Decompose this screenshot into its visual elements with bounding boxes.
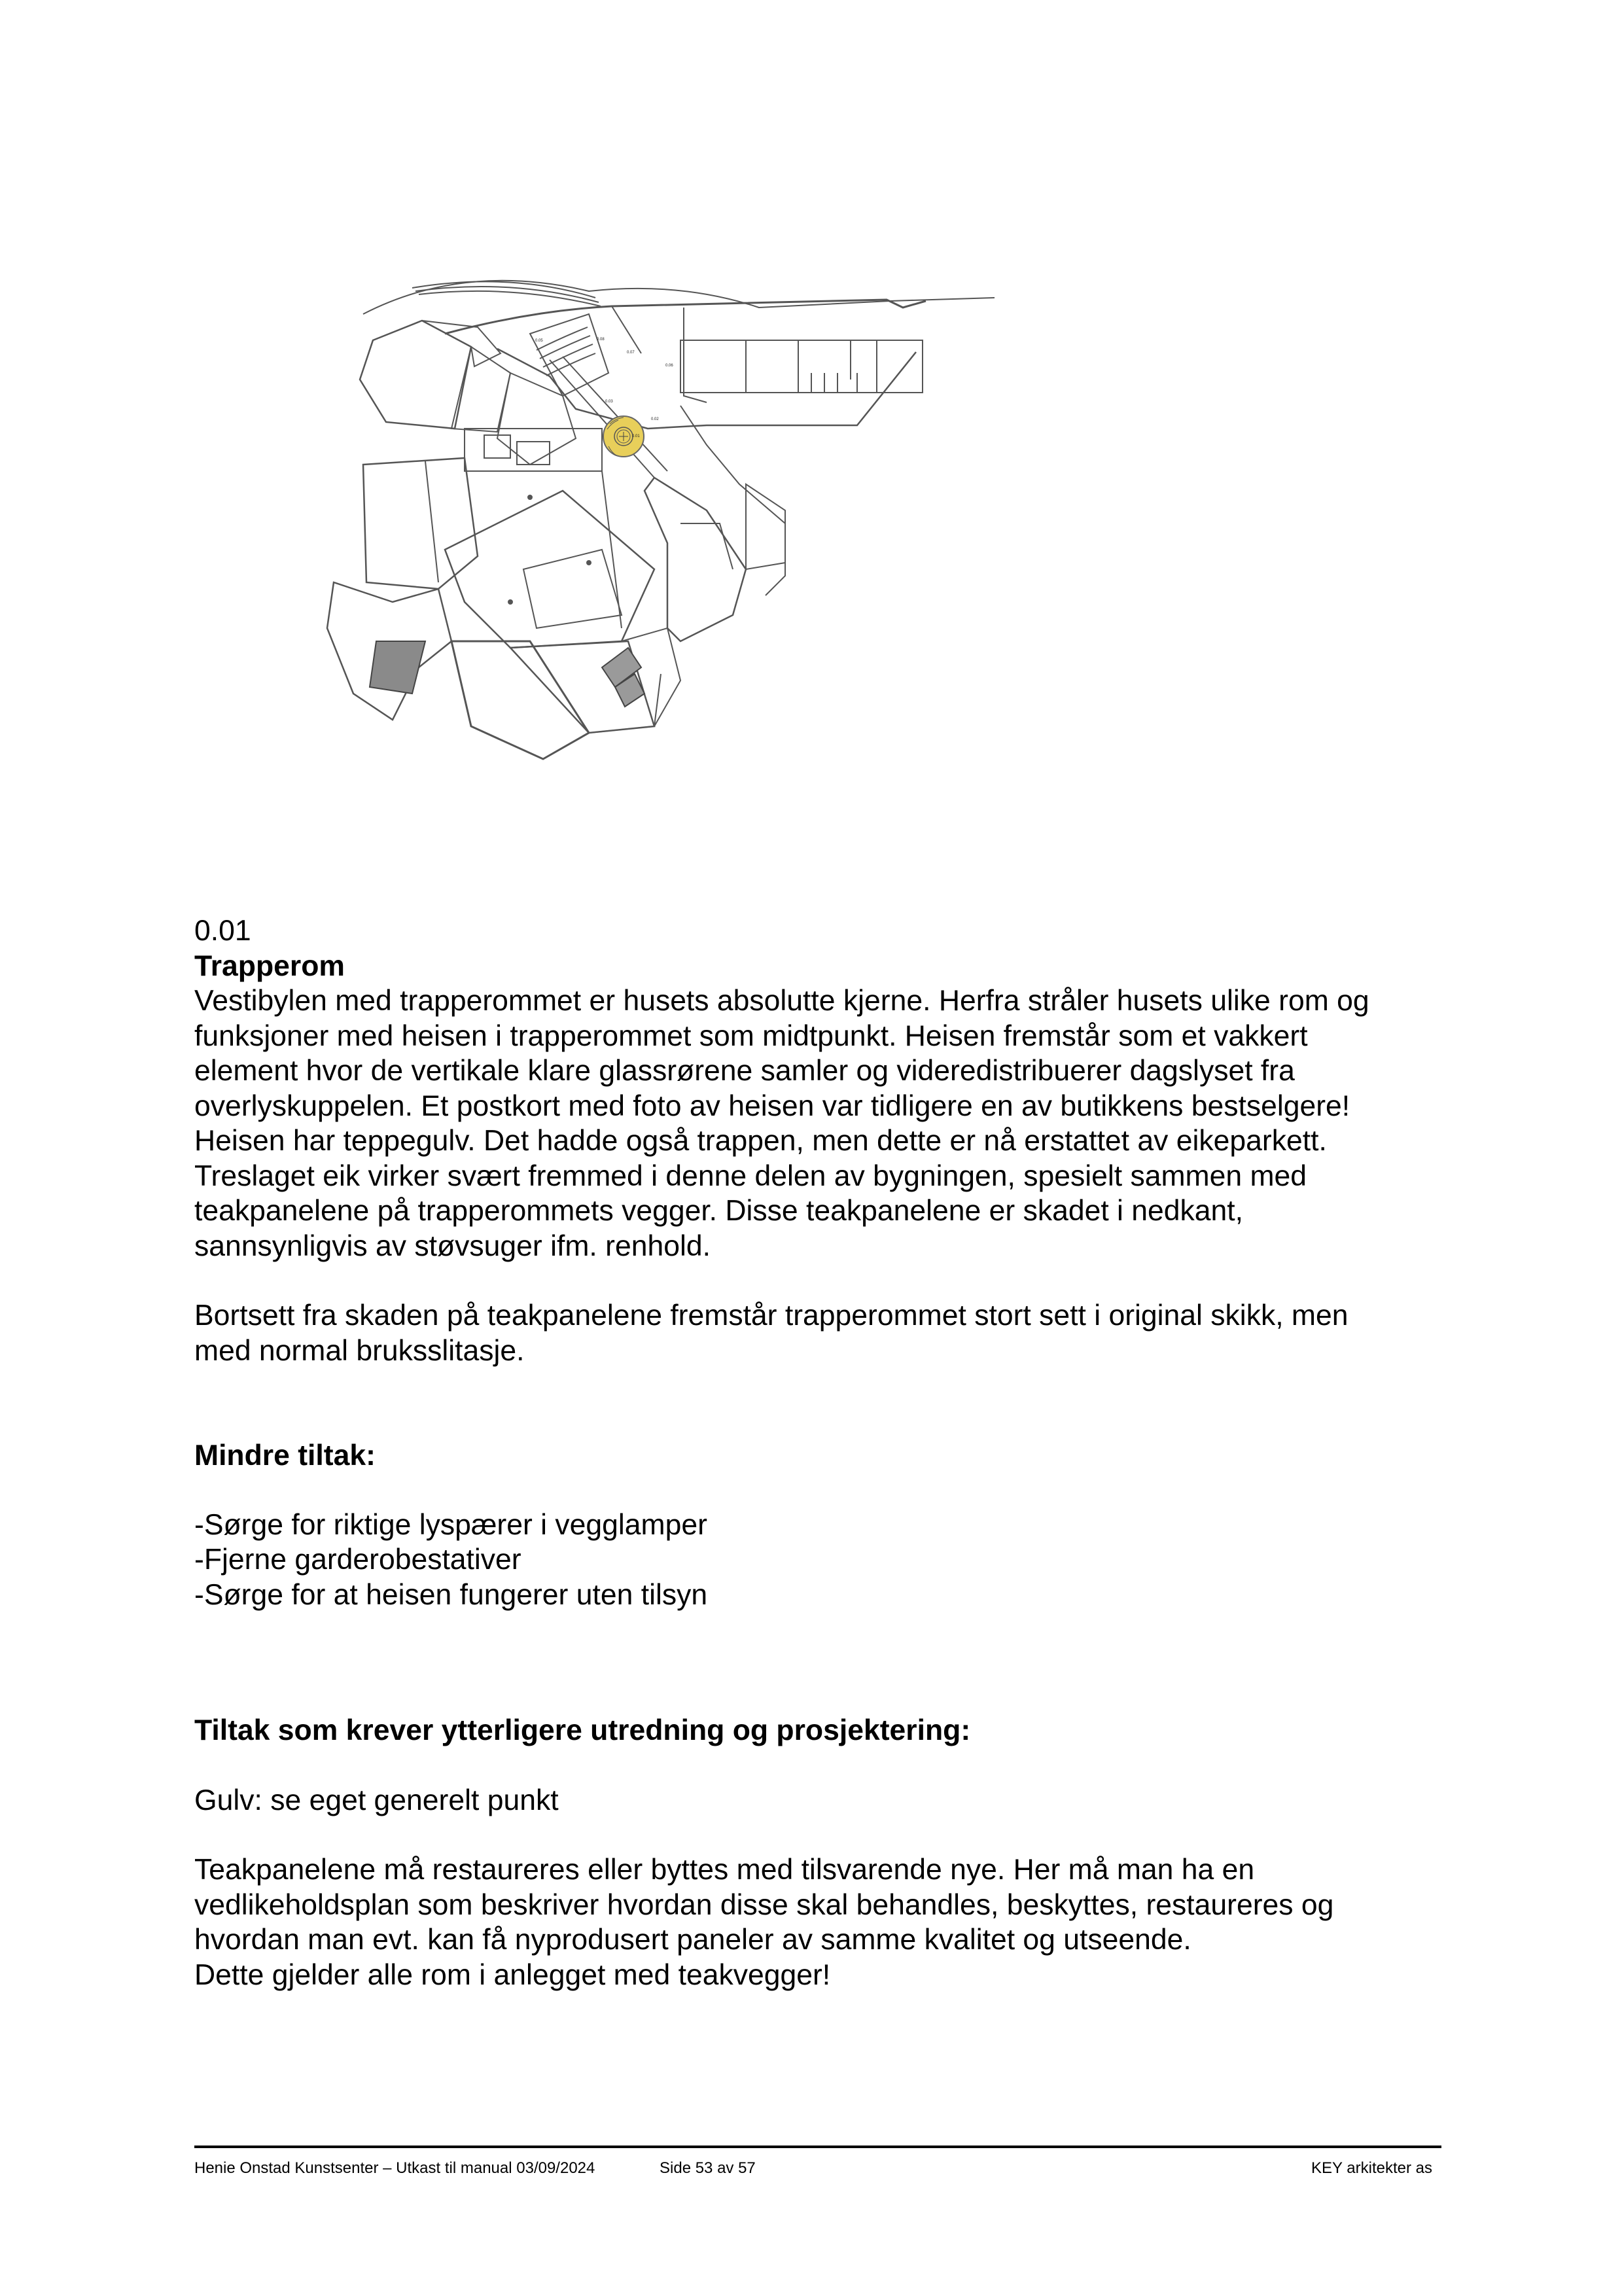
paragraph-line: sannsynligvis av støvsuger ifm. renhold. xyxy=(194,1230,711,1262)
paragraph-line: Bortsett fra skaden på teakpanelene fremstår trapperommet stort sett i original skikk, men xyxy=(194,1299,1349,1332)
paragraph-line: teakpanelene på trapperommets vegger. Disse teakpanelene er skadet i nedkant, xyxy=(194,1195,1244,1227)
room-label-0-06: 0.06 xyxy=(665,364,673,368)
minor-measures-heading: Mindre tiltak: xyxy=(194,1439,376,1472)
room-label-0-01: 0.01 xyxy=(632,434,640,438)
floor-plan xyxy=(314,275,1001,766)
room-label-0-07: 0.07 xyxy=(627,351,635,355)
paragraph-line: Dette gjelder alle rom i anlegget med teakvegger! xyxy=(194,1959,831,1991)
terrace-edge xyxy=(363,281,995,314)
minor-measure-item: -Fjerne garderobestativer xyxy=(194,1544,521,1576)
room-label-0-08: 0.08 xyxy=(597,338,605,342)
paragraph-line: overlyskuppelen. Et postkort med foto av heisen var tidligere en av butikkens bestselgere! xyxy=(194,1090,1350,1122)
paragraph-line: element hvor de vertikale klare glassrørene samler og videredistribuerer dagslyset fra xyxy=(194,1055,1295,1087)
footer-page-number: Side 53 av 57 xyxy=(660,2159,756,2177)
section-title: Trapperom xyxy=(194,950,345,982)
minor-measure-item: -Sørge for at heisen fungerer uten tilsyn xyxy=(194,1579,708,1611)
paragraph-line: Teakpanelene må restaureres eller byttes med tilsvarende nye. Her må man ha en xyxy=(194,1854,1255,1886)
room-label-0-05: 0.05 xyxy=(535,339,543,343)
minor-measure-item: -Sørge for riktige lyspærer i vegglamper xyxy=(194,1509,707,1541)
further-measures-heading: Tiltak som krever ytterligere utredning og prosjektering: xyxy=(194,1714,971,1746)
footer-company: KEY arkitekter as xyxy=(1311,2159,1432,2177)
paragraph-line: hvordan man evt. kan få nyprodusert paneler av samme kvalitet og utseende. xyxy=(194,1924,1191,1956)
north-wall xyxy=(445,300,926,334)
paragraph-line: med normal bruksslitasje. xyxy=(194,1335,525,1367)
section-number: 0.01 xyxy=(194,915,251,947)
floor-note: Gulv: se eget generelt punkt xyxy=(194,1784,559,1816)
paragraph-line: Treslaget eik virker svært fremmed i denne delen av bygningen, spesielt sammen med xyxy=(194,1160,1307,1192)
paragraph-line: Heisen har teppegulv. Det hadde også trappen, men dette er nå erstattet av eikeparkett. xyxy=(194,1125,1327,1157)
room-label-0-03: 0.03 xyxy=(605,400,613,404)
paragraph-line: funksjoner med heisen i trapperommet som midtpunkt. Heisen fremstår som et vakkert xyxy=(194,1020,1308,1052)
floor-plan-drawing xyxy=(314,275,1001,766)
paragraph-line: vedlikeholdsplan som beskriver hvordan disse skal behandles, beskyttes, restaureres og xyxy=(194,1889,1334,1921)
room-label-0-02: 0.02 xyxy=(651,417,659,421)
footer-divider xyxy=(194,2146,1441,2148)
paragraph-line: Vestibylen med trapperommet er husets absolutte kjerne. Herfra stråler husets ulike rom og xyxy=(194,985,1369,1017)
footer-document-title: Henie Onstad Kunstsenter – Utkast til manual 03/09/2024 xyxy=(194,2159,595,2177)
